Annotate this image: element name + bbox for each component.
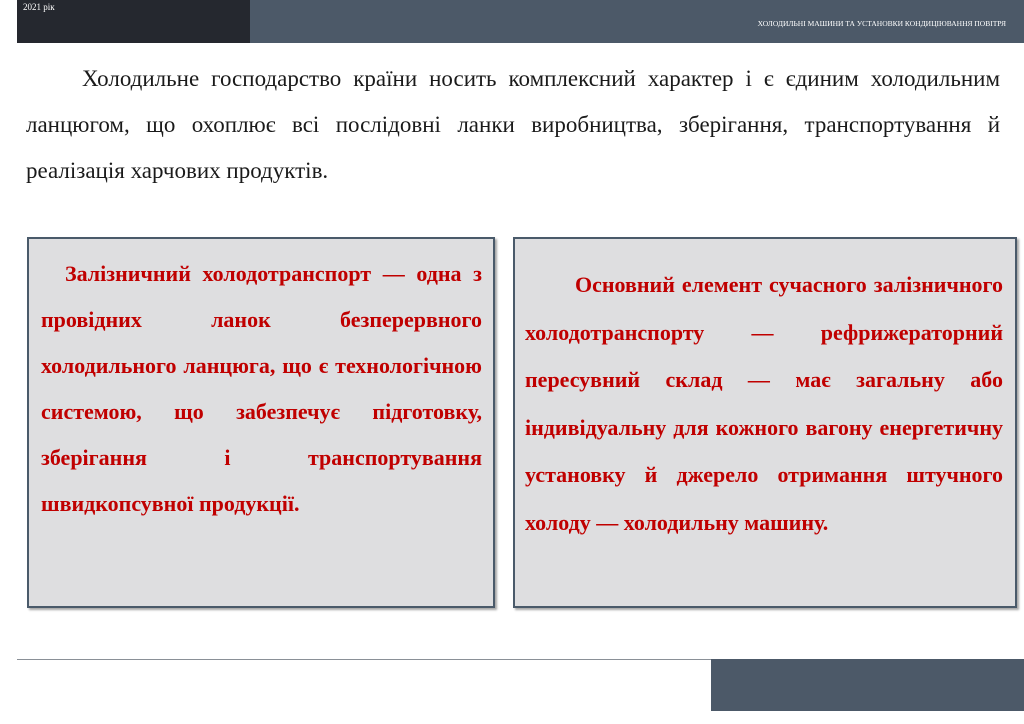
footer-block	[711, 659, 1024, 711]
intro-paragraph: Холодильне господарство країни носить комплексний характер і є єдиним холодильним ланцюгом, що охоплює всі послідовні ланки виробництва, зберігання, транспортування й реалізація харчових продуктів.	[26, 66, 1000, 183]
header-title: ХОЛОДИЛЬНІ МАШИНИ ТА УСТАНОВКИ КОНДИЦІЮВАННЯ ПОВІТРЯ	[757, 19, 1006, 28]
header-year: 2021 рік	[23, 2, 55, 12]
rail-transport-box	[27, 237, 495, 608]
header-slate-block	[250, 0, 1024, 43]
rail-transport-text: Залізничний холодотранспорт — одна з провідних ланок безперервного холодильного ланцюга, що є технологічною системою, що забезпечує підготовку, зберігання і транспортування швидкопсувної продукції.	[41, 261, 482, 516]
refrigerator-stock-box	[513, 237, 1017, 608]
refrigerator-stock-text: Основний елемент сучасного залізничного холодотранспорту — рефрижераторний пересувний склад — має загальну або індивідуальну для кожного вагону енергетичну установку й джерело отримання штучного холоду — холодильну машину.	[525, 272, 1003, 535]
header-dark-block	[17, 0, 250, 43]
